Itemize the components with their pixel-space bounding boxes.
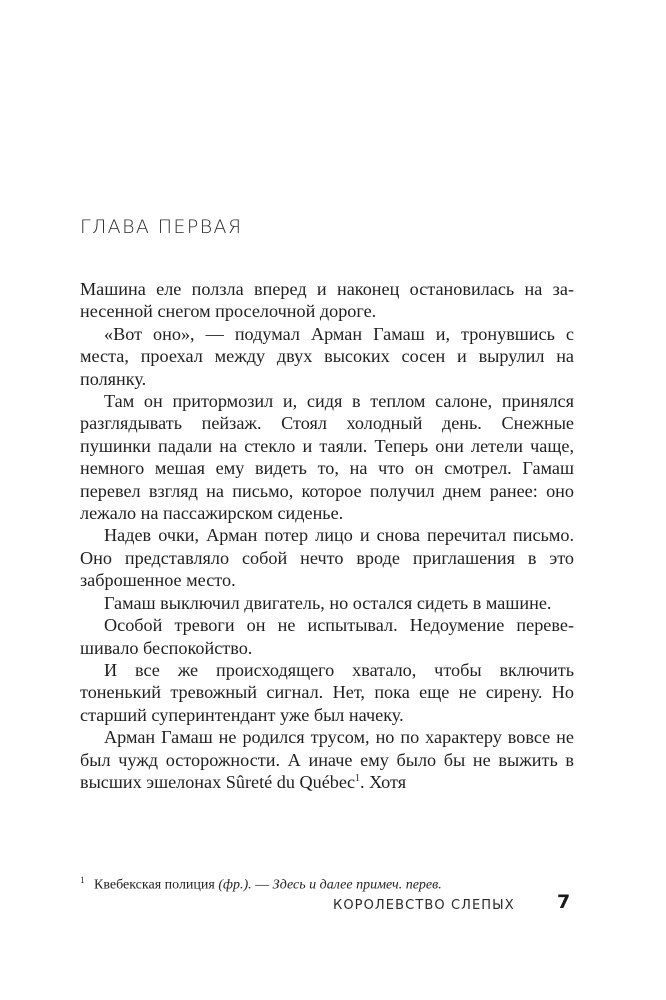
paragraph: Машина еле ползла вперед и наконец остановилась на занесенной снегом проселочной дороге. (80, 279, 574, 322)
paragraph: Особой тревоги он не испытывал. Недоумение перевешивало беспокойство. (80, 615, 574, 658)
running-footer-book-title: КОРОЛЕВСТВО СЛЕПЫХ (333, 898, 515, 913)
footnote-reference: 1 (355, 772, 361, 784)
paragraph: Там он притормозил и, сидя в теплом салоне, принялся разглядывать пейзаж. Стоял холодный день. Снежные пушинки падали на стекло и таяли. Теперь они летели чаще, немного мешая ему видеть то, на что он смотрел. Гамаш перевел взгляд на письмо, которое получил днем ранее: оно лежало на пассажирском сиденье. (80, 391, 574, 524)
footnote (80, 871, 574, 895)
chapter-title: ГЛАВА ПЕРВАЯ (80, 216, 243, 238)
paragraph: Гамаш выключил двигатель, но остался сидеть в машине. (104, 592, 552, 613)
footnote-dash: — (255, 877, 270, 893)
paragraph-tail: Хотя (369, 771, 407, 792)
footnote-italic-lang: (фр.). (218, 877, 252, 893)
paragraph: «Вот оно», — подумал Арман Гамаш и, тронувшись с места, проехал между двух высоких сосен и вырулил на полянку. (80, 323, 574, 389)
main-text (80, 278, 574, 793)
page-number: 7 (557, 891, 571, 913)
paragraph: Надев очки, Арман потер лицо и снова перечитал письмо. Оно представляло собой нечто вроде приглашения в это заброшенное место. (80, 525, 574, 591)
paragraph: И все же происходящего хватало, чтобы включить тоненький тревожный сигнал. Нет, пока еще не сирену. Но старший суперинтендант уже был начеку. (80, 659, 574, 725)
footnote-italic-note: Здесь и далее примеч. перев. (272, 877, 442, 893)
paragraph-text: Арман Гамаш не родился трусом, но по характеру вовсе не был чужд осторожности. А иначе ему было бы не выжить в высших эшелонах Sûreté du Québec (80, 727, 574, 792)
paragraph-last: Арман Гамаш не родился трусом, но по характеру вовсе не был чужд осторожности. А иначе ему было бы не выжить в высших эшелонах Sûreté du Québec$^1$. Хотя (80, 727, 574, 792)
footnote-text: Квебекская полиция (94, 877, 215, 893)
footnote-marker: 1 (80, 875, 85, 885)
